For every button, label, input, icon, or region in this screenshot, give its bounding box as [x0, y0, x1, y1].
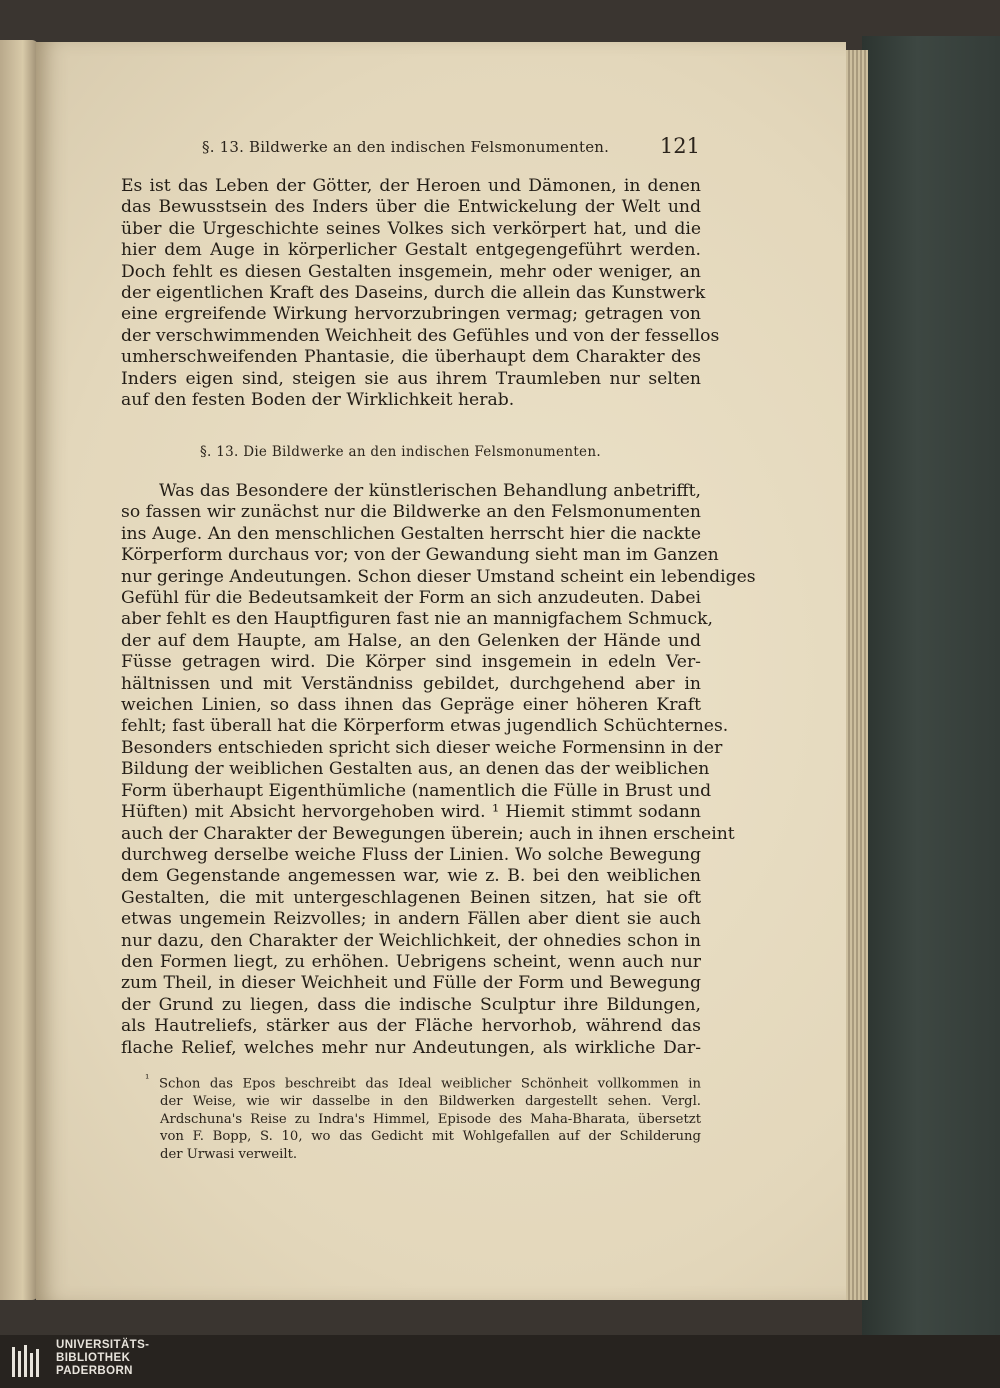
text-line: Form überhaupt Eigenthümliche (namentlich die Fülle in Brust und: [121, 780, 712, 801]
footnote-line: der Weise, wie wir dasselbe in den Bildwerken dargestellt sehen. Vergl.: [160, 1093, 701, 1109]
text-line: der eigentlichen Kraft des Daseins, durch die allein das Kunstwerk: [121, 283, 706, 304]
library-name-line: BIBLIOTHEK: [56, 1352, 131, 1364]
text-line: das Bewusstsein des Inders über die Entwickelung der Welt und: [121, 197, 701, 218]
library-logo-icon: [10, 1341, 46, 1381]
text-line: fehlt; fast überall hat die Körperform etwas jugendlich Schüchternes.: [121, 716, 729, 737]
paragraph-2: [121, 481, 756, 1059]
text-line: flache Relief, welches mehr nur Andeutungen, als wirkliche Dar-: [121, 1037, 701, 1058]
text-line: der Grund zu liegen, dass die indische Sculptur ihre Bildungen,: [121, 994, 701, 1015]
section-heading: §. 13. Die Bildwerke an den indischen Felsmonumenten.: [200, 444, 601, 460]
footnote-line: [145, 1070, 701, 1093]
paragraph-1: [121, 176, 720, 411]
text-line: eine ergreifende Wirkung hervorzubringen vermag; getragen von: [121, 304, 701, 325]
text-line: auch der Charakter der Bewegungen überein; auch in ihnen erscheint: [121, 823, 735, 844]
text-line: Inders eigen sind, steigen sie aus ihrem Traumleben nur selten: [121, 368, 701, 389]
facing-page-edge: [0, 40, 38, 1300]
text-line: umherschweifenden Phantasie, die überhaupt dem Charakter des: [121, 347, 701, 368]
text-line: nur dazu, den Charakter der Weichlichkeit, der ohnedies schon in: [121, 930, 701, 951]
text-line: hältnissen und mit Verständniss gebildet, durchgehend aber in: [121, 673, 701, 694]
library-name-line: UNIVERSITÄTS-: [56, 1339, 150, 1351]
book-cover: [862, 36, 1000, 1336]
text-line: Gestalten, die mit untergeschlagenen Beinen sitzen, hat sie oft: [121, 887, 701, 908]
text-line: Hüften) mit Absicht hervorgehoben wird. ¹ Hiemit stimmt sodann: [121, 802, 701, 823]
text-line: zum Theil, in dieser Weichheit und Fülle der Form und Bewegung: [121, 973, 701, 994]
text-line: durchweg derselbe weiche Fluss der Linien. Wo solche Bewegung: [121, 844, 701, 865]
text-line: Gefühl für die Bedeutsamkeit der Form an sich anzudeuten. Dabei: [121, 588, 701, 609]
footnote-text: Schon das Epos beschreibt das Ideal weiblicher Schönheit vollkommen in: [159, 1076, 701, 1092]
text-line: etwas ungemein Reizvolles; in andern Fällen aber dient sie auch: [121, 909, 701, 930]
text-line: Was das Besondere der künstlerischen Behandlung anbetrifft,: [159, 481, 701, 501]
text-line: Körperform durchaus vor; von der Gewandung sieht man im Ganzen: [121, 545, 719, 566]
running-title: §. 13. Bildwerke an den indischen Felsmonumenten.: [202, 138, 610, 156]
text-line: ins Auge. An den menschlichen Gestalten herrscht hier die nackte: [121, 523, 701, 544]
page-number: 121: [659, 134, 700, 158]
text-line: der verschwimmenden Weichheit des Gefühles und von der fessellos: [121, 325, 720, 346]
footnote: [145, 1070, 701, 1163]
text-line: aber fehlt es den Hauptfiguren fast nie an mannigfachem Schmuck,: [121, 609, 713, 630]
library-name: [56, 1339, 149, 1378]
text-line: der auf dem Haupte, am Halse, an den Gelenken der Hände und: [121, 630, 701, 651]
text-line: Füsse getragen wird. Die Körper sind insgemein in edeln Ver-: [121, 652, 701, 673]
text-line: hier dem Auge in körperlicher Gestalt entgegengeführt werden.: [121, 240, 701, 261]
footnote-line: Ardschuna's Reise zu Indra's Himmel, Episode des Maha-Bharata, übersetzt: [160, 1111, 701, 1127]
text-line: weichen Linien, so dass ihnen das Gepräge einer höheren Kraft: [121, 695, 701, 716]
library-name-line: PADERBORN: [56, 1365, 133, 1377]
text-line: über die Urgeschichte seines Volkes sich verkörpert hat, und die: [121, 218, 701, 239]
text-line: als Hautreliefs, stärker aus der Fläche hervorhob, während das: [121, 1016, 701, 1037]
running-header: [202, 134, 700, 162]
text-line: dem Gegenstande angemessen war, wie z. B. bei den weiblichen: [121, 866, 701, 887]
library-bar: [0, 1335, 1000, 1388]
text-line: den Formen liegt, zu erhöhen. Uebrigens scheint, wenn auch nur: [121, 951, 701, 972]
text-line: Bildung der weiblichen Gestalten aus, an denen das der weiblichen: [121, 759, 710, 780]
text-line: nur geringe Andeutungen. Schon dieser Umstand scheint ein lebendiges: [121, 566, 756, 587]
footnote-marker: ¹: [145, 1072, 150, 1085]
footnote-line: von F. Bopp, S. 10, wo das Gedicht mit Wohlgefallen auf der Schilderung: [160, 1129, 701, 1145]
text-line: Doch fehlt es diesen Gestalten insgemein, mehr oder weniger, an: [121, 261, 701, 282]
text-line: Es ist das Leben der Götter, der Heroen und Dämonen, in denen: [121, 176, 701, 196]
text-line: so fassen wir zunächst nur die Bildwerke an den Felsmonumenten: [121, 502, 701, 523]
text-line: auf den festen Boden der Wirklichkeit herab.: [121, 390, 515, 411]
footnote-line: der Urwasi verweilt.: [160, 1146, 298, 1162]
text-line: Besonders entschieden spricht sich dieser weiche Formensinn in der: [121, 737, 723, 758]
